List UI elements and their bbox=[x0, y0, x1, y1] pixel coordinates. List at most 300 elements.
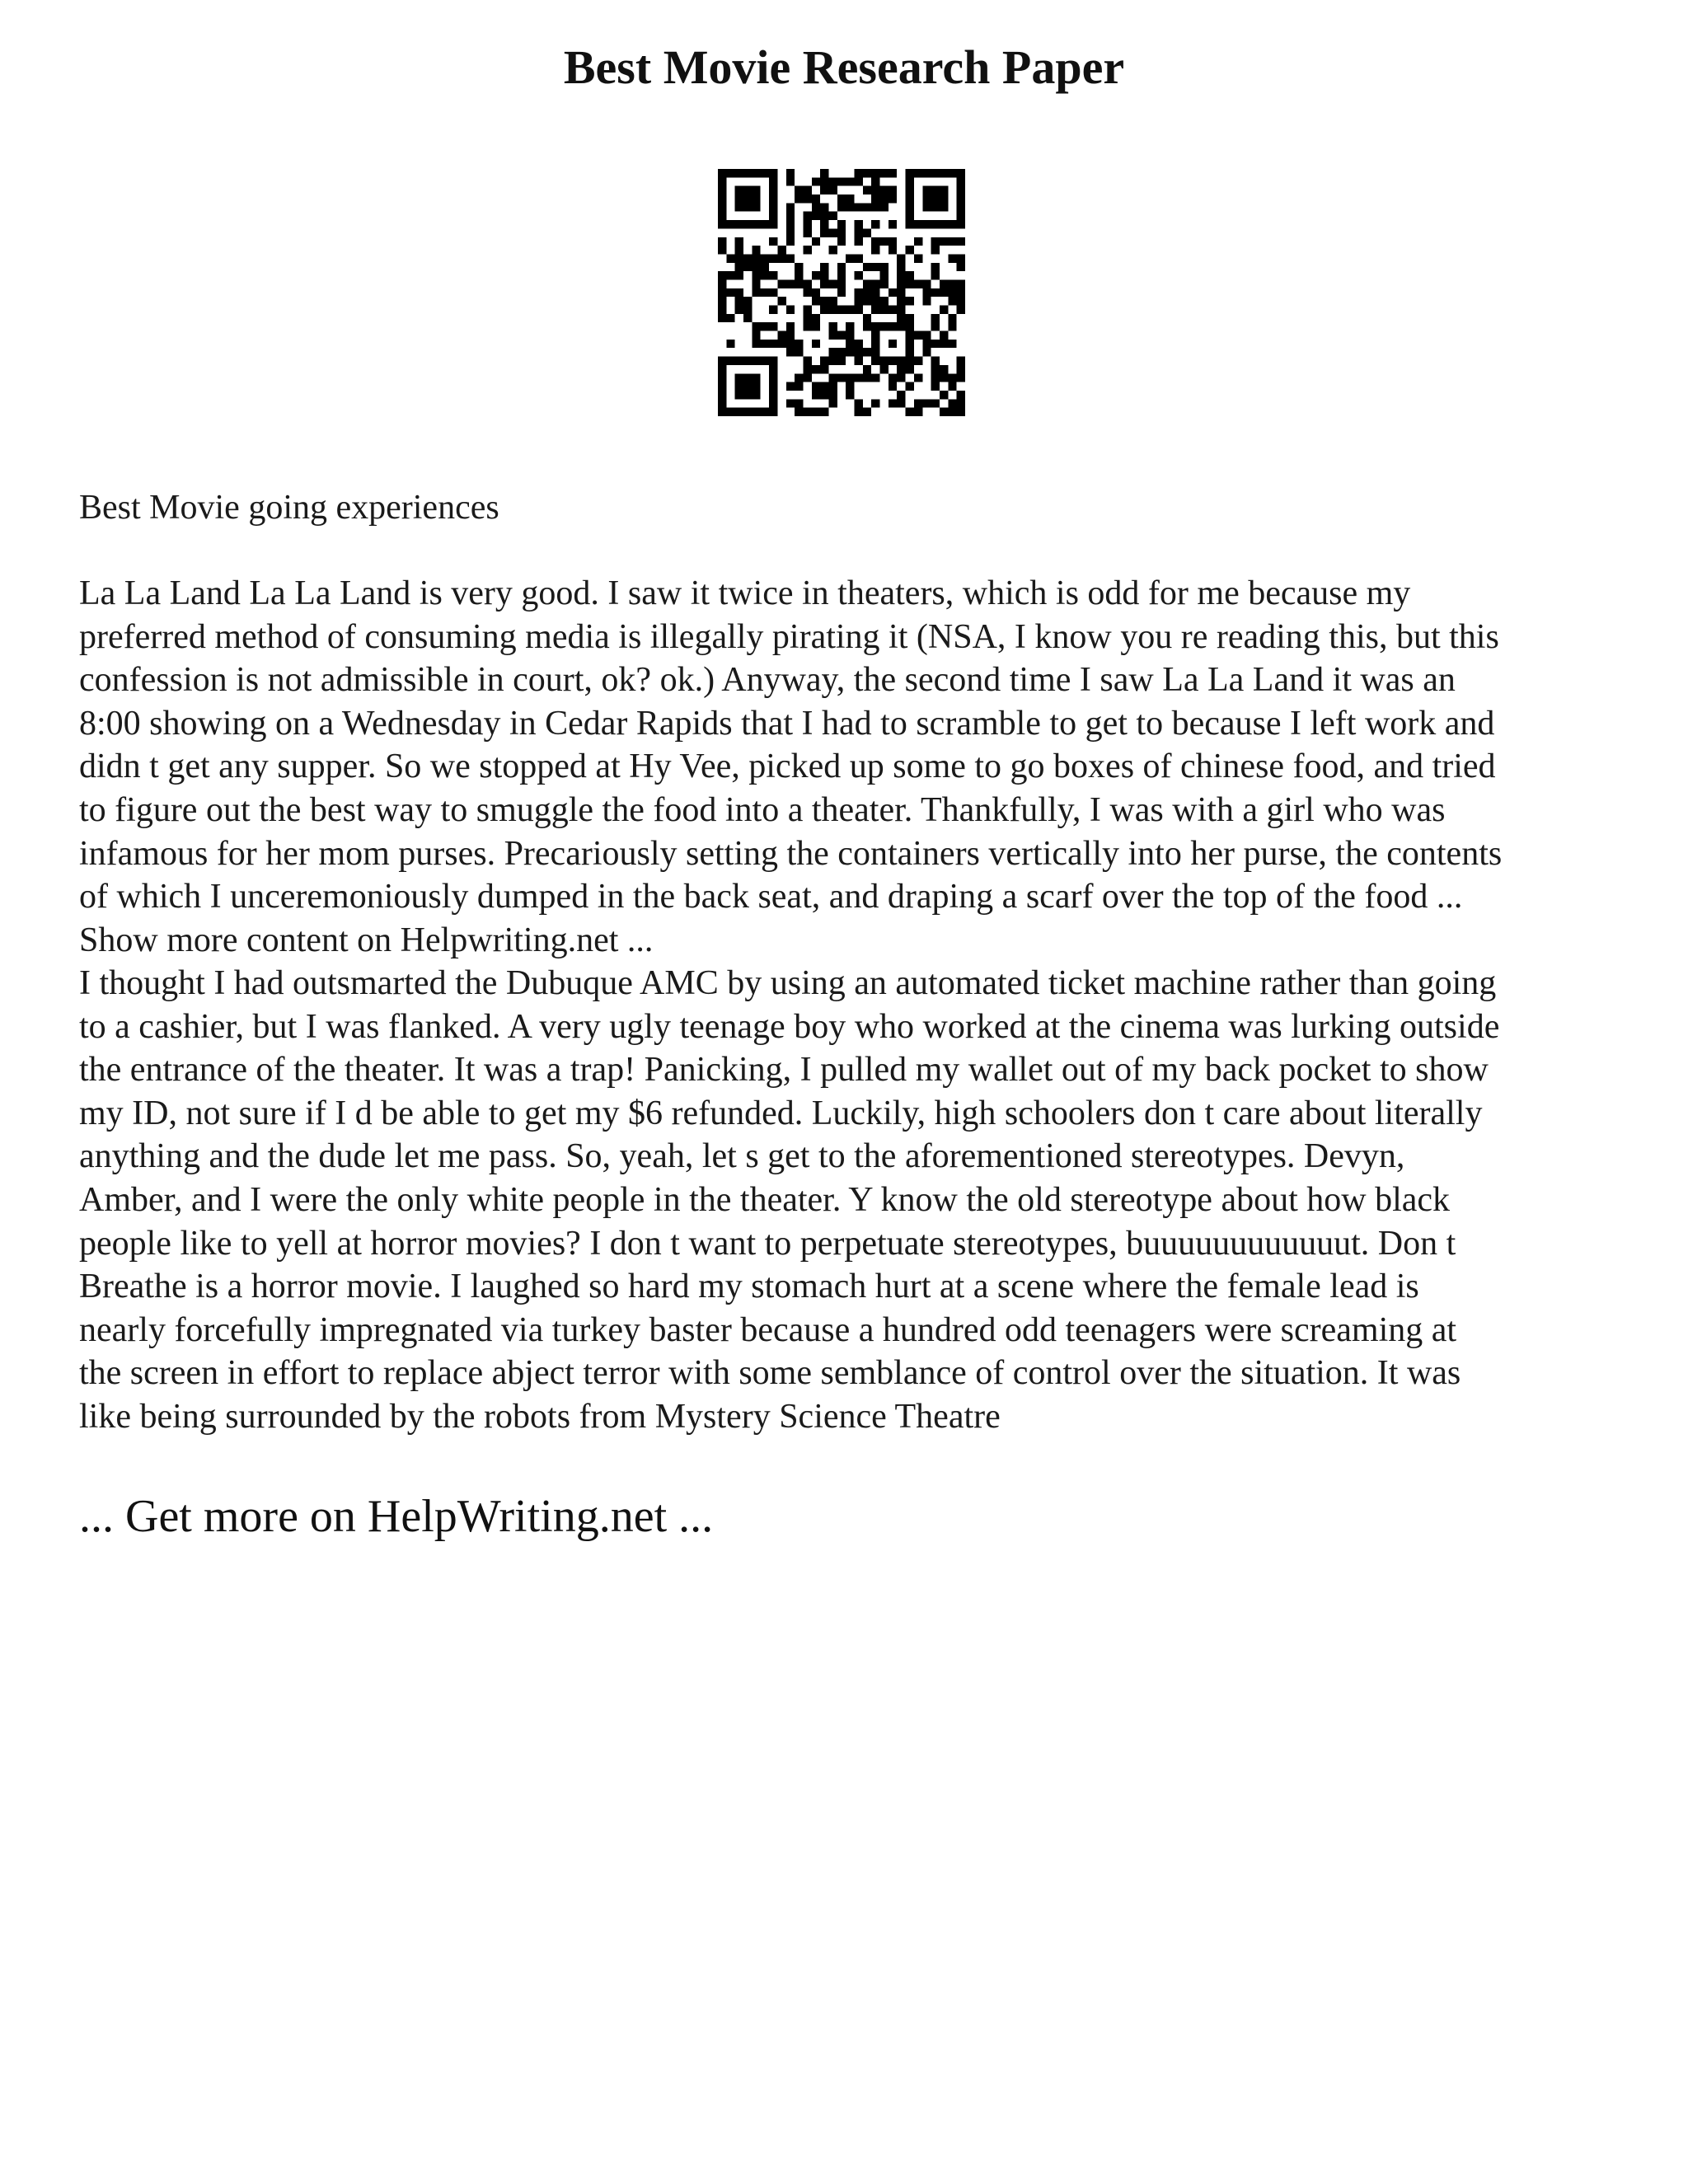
qr-module bbox=[828, 212, 837, 220]
qr-module bbox=[931, 246, 940, 254]
qr-module bbox=[940, 391, 948, 399]
qr-module bbox=[957, 408, 965, 416]
qr-module bbox=[940, 194, 948, 203]
qr-module bbox=[752, 279, 760, 288]
qr-module bbox=[889, 288, 897, 297]
qr-module bbox=[863, 279, 871, 288]
qr-module bbox=[735, 373, 743, 382]
qr-module bbox=[743, 169, 752, 177]
qr-module bbox=[803, 279, 811, 288]
qr-module bbox=[820, 228, 828, 237]
qr-module bbox=[846, 322, 854, 330]
qr-module bbox=[812, 203, 820, 211]
qr-module bbox=[795, 271, 803, 279]
qr-module bbox=[820, 365, 828, 373]
qr-module bbox=[769, 220, 777, 228]
qr-module bbox=[803, 306, 811, 314]
qr-module bbox=[906, 322, 914, 330]
qr-module bbox=[777, 279, 785, 288]
qr-module bbox=[957, 279, 965, 288]
qr-module bbox=[786, 212, 795, 220]
qr-module bbox=[914, 254, 922, 262]
qr-module bbox=[948, 340, 956, 348]
qr-module bbox=[897, 254, 905, 262]
qr-module bbox=[897, 314, 905, 322]
qr-module bbox=[761, 169, 769, 177]
qr-module bbox=[769, 382, 777, 391]
qr-module bbox=[828, 279, 837, 288]
qr-module bbox=[897, 263, 905, 271]
qr-module bbox=[837, 306, 846, 314]
paragraph-2 bbox=[79, 962, 1645, 1439]
qr-module bbox=[752, 373, 760, 382]
qr-module bbox=[855, 357, 863, 365]
qr-module bbox=[871, 203, 879, 211]
qr-module bbox=[761, 288, 769, 297]
qr-module bbox=[948, 288, 956, 297]
qr-module bbox=[743, 382, 752, 391]
qr-module bbox=[752, 408, 760, 416]
qr-module bbox=[726, 220, 734, 228]
qr-module bbox=[957, 297, 965, 305]
qr-module bbox=[786, 220, 795, 228]
qr-module bbox=[812, 322, 820, 330]
qr-module bbox=[855, 177, 863, 185]
qr-module bbox=[957, 177, 965, 185]
qr-module bbox=[940, 203, 948, 211]
qr-module bbox=[837, 203, 846, 211]
qr-module bbox=[897, 297, 905, 305]
paragraph-line: like being surrounded by the robots from Mystery Science Theatre bbox=[79, 1397, 1001, 1436]
qr-module bbox=[786, 331, 795, 340]
qr-module bbox=[906, 314, 914, 322]
qr-module bbox=[897, 306, 905, 314]
qr-module bbox=[871, 306, 879, 314]
qr-module bbox=[718, 177, 726, 185]
qr-module bbox=[820, 391, 828, 399]
qr-module bbox=[906, 348, 914, 356]
qr-module bbox=[786, 340, 795, 348]
qr-module bbox=[837, 279, 846, 288]
qr-module bbox=[931, 220, 940, 228]
qr-module bbox=[922, 399, 931, 407]
qr-module bbox=[940, 306, 948, 314]
qr-module bbox=[889, 382, 897, 391]
qr-module bbox=[871, 220, 879, 228]
qr-module bbox=[855, 237, 863, 246]
qr-module bbox=[718, 382, 726, 391]
qr-module bbox=[940, 237, 948, 246]
qr-module bbox=[735, 288, 743, 297]
qr-module bbox=[897, 279, 905, 288]
qr-module bbox=[769, 177, 777, 185]
qr-module bbox=[735, 220, 743, 228]
qr-module bbox=[948, 254, 956, 262]
qr-module bbox=[812, 212, 820, 220]
qr-module bbox=[906, 186, 914, 194]
qr-module bbox=[880, 322, 889, 330]
qr-module bbox=[880, 306, 889, 314]
page-title: Best Movie Research Paper bbox=[563, 40, 1125, 94]
qr-module bbox=[718, 391, 726, 399]
qr-module bbox=[863, 186, 871, 194]
qr-module bbox=[855, 169, 863, 177]
qr-module bbox=[863, 263, 871, 271]
qr-module bbox=[777, 246, 785, 254]
qr-module bbox=[914, 279, 922, 288]
qr-module bbox=[786, 203, 795, 211]
qr-module bbox=[855, 220, 863, 228]
qr-module bbox=[889, 306, 897, 314]
qr-module bbox=[846, 203, 854, 211]
qr-module bbox=[795, 373, 803, 382]
qr-module bbox=[769, 306, 777, 314]
paragraph-line: nearly forcefully impregnated via turkey baster because a hundred odd teenagers were screaming at bbox=[79, 1310, 1457, 1349]
paragraph-line: Breathe is a horror movie. I laughed so hard my stomach hurt at a scene where the female lead is bbox=[79, 1268, 1419, 1306]
qr-module bbox=[906, 271, 914, 279]
qr-module bbox=[914, 373, 922, 382]
paragraph-line: the screen in effort to replace abject terror with some semblance of control over the situation. It was bbox=[79, 1354, 1461, 1393]
qr-module bbox=[922, 220, 931, 228]
qr-module bbox=[752, 246, 760, 254]
qr-module bbox=[812, 365, 820, 373]
qr-module bbox=[743, 203, 752, 211]
qr-module bbox=[922, 288, 931, 297]
qr-module bbox=[931, 271, 940, 279]
qr-module bbox=[718, 373, 726, 382]
qr-module bbox=[726, 169, 734, 177]
qr-module bbox=[752, 186, 760, 194]
qr-module bbox=[820, 263, 828, 271]
qr-module bbox=[871, 186, 879, 194]
qr-module bbox=[786, 322, 795, 330]
qr-module bbox=[957, 365, 965, 373]
qr-module bbox=[957, 186, 965, 194]
qr-module bbox=[718, 399, 726, 407]
qr-module bbox=[769, 212, 777, 220]
qr-module bbox=[718, 357, 726, 365]
qr-module bbox=[828, 391, 837, 399]
qr-module bbox=[726, 288, 734, 297]
qr-module bbox=[940, 408, 948, 416]
qr-module bbox=[940, 220, 948, 228]
qr-module bbox=[786, 348, 795, 356]
paragraph-line: preferred method of consuming media is illegally pirating it (NSA, I know you re reading this, but this bbox=[79, 617, 1499, 656]
qr-module bbox=[718, 408, 726, 416]
qr-module bbox=[871, 340, 879, 348]
qr-module bbox=[786, 382, 795, 391]
qr-module bbox=[786, 228, 795, 237]
qr-module bbox=[743, 306, 752, 314]
qr-module bbox=[948, 399, 956, 407]
qr-module bbox=[812, 408, 820, 416]
qr-module bbox=[718, 169, 726, 177]
qr-module bbox=[743, 373, 752, 382]
qr-module bbox=[761, 254, 769, 262]
qr-module bbox=[871, 246, 879, 254]
qr-module bbox=[828, 382, 837, 391]
qr-module bbox=[726, 271, 734, 279]
qr-module bbox=[957, 203, 965, 211]
qr-module bbox=[820, 177, 828, 185]
qr-module bbox=[812, 288, 820, 297]
qr-module bbox=[931, 357, 940, 365]
qr-module bbox=[914, 220, 922, 228]
qr-module bbox=[795, 186, 803, 194]
qr-module bbox=[957, 212, 965, 220]
qr-module bbox=[906, 212, 914, 220]
qr-module bbox=[931, 194, 940, 203]
qr-module bbox=[718, 306, 726, 314]
qr-module bbox=[855, 408, 863, 416]
qr-module bbox=[777, 331, 785, 340]
qr-module bbox=[931, 322, 940, 330]
qr-module bbox=[906, 340, 914, 348]
qr-module bbox=[871, 331, 879, 340]
qr-module bbox=[803, 194, 811, 203]
qr-module bbox=[803, 314, 811, 322]
qr-module bbox=[906, 177, 914, 185]
qr-module bbox=[718, 212, 726, 220]
qr-module bbox=[837, 348, 846, 356]
qr-module bbox=[906, 194, 914, 203]
qr-module bbox=[957, 288, 965, 297]
qr-module bbox=[871, 322, 879, 330]
qr-module bbox=[743, 408, 752, 416]
qr-module bbox=[786, 399, 795, 407]
qr-module bbox=[906, 357, 914, 365]
qr-module bbox=[786, 169, 795, 177]
qr-module bbox=[718, 271, 726, 279]
qr-module bbox=[735, 246, 743, 254]
qr-module bbox=[922, 194, 931, 203]
qr-module bbox=[735, 203, 743, 211]
qr-module bbox=[795, 399, 803, 407]
qr-module bbox=[769, 340, 777, 348]
qr-module bbox=[855, 271, 863, 279]
qr-module bbox=[914, 399, 922, 407]
qr-module bbox=[803, 220, 811, 228]
qr-module bbox=[726, 408, 734, 416]
qr-module bbox=[820, 169, 828, 177]
qr-module bbox=[871, 177, 879, 185]
qr-module bbox=[931, 314, 940, 322]
qr-module bbox=[940, 331, 948, 340]
qr-module bbox=[889, 237, 897, 246]
qr-module bbox=[922, 203, 931, 211]
qr-module bbox=[752, 220, 760, 228]
qr-module bbox=[761, 322, 769, 330]
qr-module bbox=[795, 340, 803, 348]
qr-module bbox=[957, 169, 965, 177]
qr-module bbox=[743, 391, 752, 399]
qr-module bbox=[948, 382, 956, 391]
qr-module bbox=[803, 228, 811, 237]
paragraph-line: to a cashier, but I was flanked. A very ugly teenage boy who worked at the cinema was lurking outside bbox=[79, 1007, 1500, 1046]
qr-module bbox=[897, 399, 905, 407]
qr-module bbox=[957, 357, 965, 365]
qr-module bbox=[761, 408, 769, 416]
qr-module bbox=[948, 408, 956, 416]
paragraph-line: didn t get any supper. So we stopped at Hy Vee, picked up some to go boxes of chinese food, and tried bbox=[79, 748, 1496, 786]
qr-module bbox=[795, 279, 803, 288]
qr-module bbox=[769, 357, 777, 365]
qr-module bbox=[940, 365, 948, 373]
qr-module bbox=[820, 306, 828, 314]
qr-module bbox=[837, 331, 846, 340]
qr-module bbox=[889, 322, 897, 330]
qr-module bbox=[837, 373, 846, 382]
qr-module bbox=[922, 297, 931, 305]
qr-module bbox=[957, 391, 965, 399]
qr-module bbox=[855, 373, 863, 382]
qr-module bbox=[940, 373, 948, 382]
qr-module bbox=[735, 237, 743, 246]
qr-module bbox=[828, 228, 837, 237]
qr-module bbox=[743, 314, 752, 322]
qr-module bbox=[735, 271, 743, 279]
qr-module bbox=[940, 340, 948, 348]
qr-module bbox=[863, 288, 871, 297]
qr-module bbox=[931, 340, 940, 348]
qr-module bbox=[863, 228, 871, 237]
paragraph-line: Amber, and I were the only white people in the theater. Y know the old stereotype about how black bbox=[79, 1180, 1451, 1219]
qr-module bbox=[880, 237, 889, 246]
qr-module bbox=[837, 220, 846, 228]
qr-module bbox=[812, 271, 820, 279]
qr-module bbox=[957, 399, 965, 407]
qr-module bbox=[735, 408, 743, 416]
qr-module bbox=[803, 408, 811, 416]
qr-module bbox=[871, 263, 879, 271]
qr-module bbox=[948, 220, 956, 228]
qr-module bbox=[922, 331, 931, 340]
section-heading: Best Movie going experiences bbox=[79, 489, 499, 527]
qr-module bbox=[922, 340, 931, 348]
qr-module bbox=[718, 186, 726, 194]
qr-module bbox=[828, 373, 837, 382]
qr-module bbox=[855, 203, 863, 211]
qr-module bbox=[786, 177, 795, 185]
qr-module bbox=[863, 373, 871, 382]
qr-module bbox=[718, 203, 726, 211]
show-more-link[interactable]: Show more content on Helpwriting.net ... bbox=[79, 921, 654, 959]
qr-module bbox=[837, 271, 846, 279]
qr-module bbox=[735, 357, 743, 365]
qr-module bbox=[752, 357, 760, 365]
qr-module bbox=[863, 203, 871, 211]
qr-module bbox=[803, 373, 811, 382]
qr-module bbox=[931, 263, 940, 271]
qr-module bbox=[880, 169, 889, 177]
qr-module bbox=[735, 382, 743, 391]
qr-module bbox=[948, 373, 956, 382]
qr-module bbox=[743, 186, 752, 194]
qr-module bbox=[837, 194, 846, 203]
qr-module bbox=[906, 382, 914, 391]
qr-module bbox=[752, 169, 760, 177]
qr-module bbox=[863, 314, 871, 322]
qr-module bbox=[752, 382, 760, 391]
qr-module bbox=[871, 297, 879, 305]
qr-module bbox=[871, 169, 879, 177]
qr-module bbox=[940, 288, 948, 297]
qr-module bbox=[786, 254, 795, 262]
paragraph-1 bbox=[79, 572, 1645, 962]
qr-module bbox=[820, 203, 828, 211]
qr-module bbox=[820, 220, 828, 228]
paragraph-line: my ID, not sure if I d be able to get my $6 refunded. Luckily, high schoolers don t care about literally bbox=[79, 1094, 1483, 1132]
qr-module bbox=[752, 340, 760, 348]
qr-module bbox=[812, 237, 820, 246]
qr-module bbox=[761, 340, 769, 348]
qr-module bbox=[914, 331, 922, 340]
qr-module bbox=[906, 279, 914, 288]
qr-module bbox=[846, 177, 854, 185]
paragraph-line: I thought I had outsmarted the Dubuque AMC by using an automated ticket machine rather than going bbox=[79, 964, 1497, 1002]
qr-module bbox=[855, 254, 863, 262]
qr-module bbox=[931, 203, 940, 211]
qr-module bbox=[931, 399, 940, 407]
qr-module bbox=[795, 382, 803, 391]
qr-module bbox=[897, 322, 905, 330]
qr-module bbox=[889, 340, 897, 348]
qr-module bbox=[735, 169, 743, 177]
qr-module bbox=[769, 254, 777, 262]
qr-module bbox=[743, 357, 752, 365]
qr-module bbox=[871, 399, 879, 407]
qr-module bbox=[718, 279, 726, 288]
qr-module bbox=[769, 322, 777, 330]
qr-module bbox=[743, 220, 752, 228]
qr-module bbox=[820, 186, 828, 194]
paragraph-line: La La Land La La Land is very good. I saw it twice in theaters, which is odd for me because my bbox=[79, 574, 1411, 612]
qr-module bbox=[948, 314, 956, 322]
paragraph-line: anything and the dude let me pass. So, yeah, let s get to the aforementioned stereotypes. Devyn, bbox=[79, 1137, 1405, 1176]
qr-module bbox=[855, 288, 863, 297]
get-more-link[interactable]: ... Get more on HelpWriting.net ... bbox=[79, 1491, 714, 1542]
qr-module bbox=[820, 279, 828, 288]
qr-module bbox=[777, 254, 785, 262]
qr-module bbox=[863, 348, 871, 356]
qr-module bbox=[948, 237, 956, 246]
qr-module bbox=[718, 194, 726, 203]
qr-module bbox=[889, 246, 897, 254]
qr-module bbox=[828, 297, 837, 305]
qr-module bbox=[735, 254, 743, 262]
qr-module bbox=[863, 297, 871, 305]
qr-module bbox=[906, 365, 914, 373]
qr-module bbox=[795, 263, 803, 271]
qr-module bbox=[752, 331, 760, 340]
qr-module bbox=[769, 373, 777, 382]
qr-module bbox=[871, 348, 879, 356]
qr-module bbox=[914, 408, 922, 416]
qr-module bbox=[897, 391, 905, 399]
qr-module bbox=[820, 271, 828, 279]
qr-module bbox=[812, 177, 820, 185]
qr-module bbox=[726, 357, 734, 365]
qr-module bbox=[889, 220, 897, 228]
qr-module bbox=[786, 237, 795, 246]
qr-module bbox=[855, 348, 863, 356]
qr-module bbox=[803, 288, 811, 297]
qr-module bbox=[855, 399, 863, 407]
qr-module bbox=[761, 271, 769, 279]
qr-module bbox=[889, 169, 897, 177]
qr-module bbox=[948, 297, 956, 305]
qr-module bbox=[940, 279, 948, 288]
